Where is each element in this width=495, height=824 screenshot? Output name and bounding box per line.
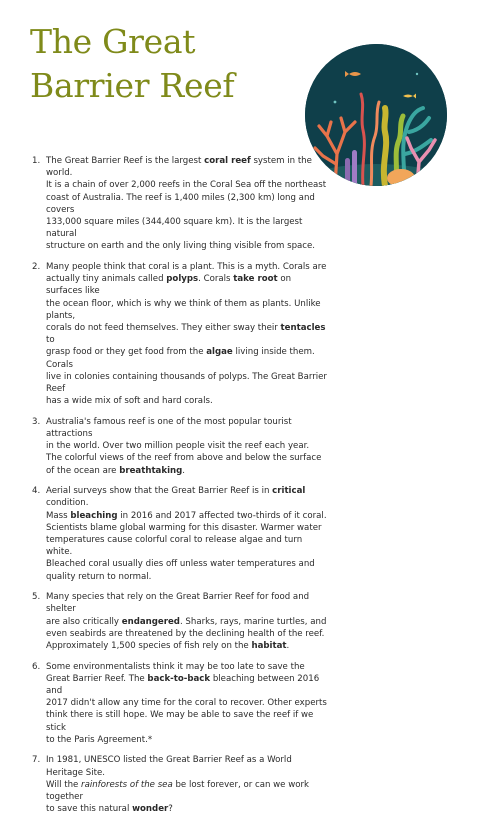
fact-text: structure on earth and the only living thing visible from space. bbox=[46, 241, 316, 252]
key-term: take root bbox=[233, 274, 278, 285]
fact-line bbox=[46, 155, 328, 179]
fact-line bbox=[46, 240, 328, 252]
fact-line bbox=[46, 734, 328, 746]
fact-line bbox=[46, 322, 328, 346]
fact-item bbox=[28, 754, 328, 815]
fact-text: bleaching between 2016 and bbox=[46, 673, 320, 697]
fact-text: of the ocean are bbox=[46, 465, 120, 476]
fact-text: 2017 didn't allow any time for the coral to recover. Other experts bbox=[46, 698, 327, 709]
fact-text: system in the world. bbox=[46, 156, 312, 179]
fact-line bbox=[46, 416, 328, 440]
fact-text: living inside them. Corals bbox=[46, 347, 315, 370]
fact-number: 5. bbox=[32, 592, 41, 603]
fact-number: 4. bbox=[32, 486, 41, 497]
fact-text: Great Barrier Reef. The bbox=[46, 673, 148, 684]
key-term: polyps bbox=[166, 274, 199, 285]
fact-line bbox=[46, 465, 328, 477]
fact-text: live in colonies containing thousands of polyps. The Great Barrier Reef bbox=[46, 371, 327, 395]
fact-text: actually tiny animals called bbox=[46, 274, 167, 285]
fact-text: corals do not feed themselves. They either sway their bbox=[46, 323, 281, 334]
fact-text: 133,000 square miles (344,400 square km). It is the largest natural bbox=[46, 217, 303, 240]
fact-line bbox=[46, 522, 328, 534]
key-term: breathtaking bbox=[119, 465, 183, 476]
fact-text: to save this natural bbox=[46, 804, 133, 815]
fact-text: has a wide mix of soft and hard corals. bbox=[46, 396, 213, 407]
fact-number: 1. bbox=[32, 156, 41, 166]
fact-line bbox=[46, 371, 328, 395]
fact-text: Scientists blame global warming for this disaster. Warmer water bbox=[46, 522, 322, 533]
fact-item bbox=[28, 661, 328, 746]
fact-text: In 1981, UNESCO listed the Great Barrier Reef as a World Heritage Site. bbox=[46, 755, 292, 778]
fact-text: temperatures cause colorful coral to release algae and turn white. bbox=[46, 535, 303, 558]
fact-text: the ocean floor, which is why we think of them as plants. Unlike plants, bbox=[46, 298, 321, 321]
key-term: back-to-back bbox=[147, 673, 211, 684]
fact-line bbox=[46, 673, 328, 697]
fact-line bbox=[46, 628, 328, 640]
fact-text: grasp food or they get food from the bbox=[46, 347, 207, 358]
fact-text: ? bbox=[168, 804, 173, 815]
fact-line bbox=[46, 192, 328, 216]
fact-paragraph bbox=[46, 261, 328, 407]
fact-line bbox=[46, 346, 328, 370]
fact-text: Approximately 1,500 species of fish rely on the bbox=[46, 641, 252, 652]
key-term: endangered bbox=[121, 616, 180, 627]
key-term: tentacles bbox=[280, 323, 326, 334]
fact-number: 7. bbox=[32, 755, 41, 766]
fact-line bbox=[46, 179, 328, 191]
fact-text: Some environmentalists think it may be too late to save the bbox=[46, 661, 305, 672]
fact-text: condition. bbox=[46, 498, 89, 509]
fact-paragraph bbox=[46, 754, 328, 815]
fact-paragraph bbox=[46, 155, 328, 253]
fact-line bbox=[46, 440, 328, 452]
fact-text: even seabirds are threatened by the declining health of the reef. bbox=[46, 628, 325, 639]
fact-item bbox=[28, 416, 328, 477]
fact-paragraph bbox=[46, 591, 328, 652]
fact-line bbox=[46, 485, 328, 509]
fact-line bbox=[46, 709, 328, 733]
page-title: The Great Barrier Reef bbox=[30, 22, 235, 105]
fact-line bbox=[46, 216, 328, 240]
fact-item bbox=[28, 261, 328, 407]
fact-text: quality return to normal. bbox=[46, 571, 152, 582]
key-term: habitat bbox=[251, 641, 287, 652]
fact-line bbox=[46, 558, 328, 570]
key-term: critical bbox=[272, 486, 306, 497]
fact-text: Australia's famous reef is one of the most popular tourist attractions bbox=[46, 416, 292, 440]
fact-text: Will the bbox=[46, 779, 82, 790]
fact-line bbox=[46, 803, 328, 815]
fact-line bbox=[46, 534, 328, 558]
fact-line bbox=[46, 661, 328, 673]
fact-line bbox=[46, 754, 328, 778]
fact-text: think there is still hope. We may be able to save the reef if we stick bbox=[46, 710, 314, 733]
fact-text: It is a chain of over 2,000 reefs in the Coral Sea off the northeast bbox=[46, 180, 327, 191]
key-term: wonder bbox=[132, 804, 169, 815]
fact-number: 6. bbox=[32, 661, 41, 672]
fact-line bbox=[46, 697, 328, 709]
fact-text: in the world. Over two million people visit the reef each year. bbox=[46, 441, 310, 452]
key-term: bleaching bbox=[70, 510, 118, 521]
fact-text: are also critically bbox=[46, 616, 122, 627]
fact-line bbox=[46, 452, 328, 464]
fact-line bbox=[46, 571, 328, 583]
fact-item bbox=[28, 155, 328, 253]
fact-text: . bbox=[286, 641, 290, 652]
fact-line bbox=[46, 779, 328, 803]
emphasized-term: rainforests of the sea bbox=[81, 779, 173, 790]
fact-text: Mass bbox=[46, 510, 71, 521]
fact-text: in 2016 and 2017 affected two-thirds of it coral. bbox=[117, 510, 327, 521]
fact-text: . Sharks, rays, marine turtles, and bbox=[179, 616, 327, 627]
fact-text: coast of Australia. The reef is 1,400 miles (2,300 km) long and covers bbox=[46, 192, 315, 215]
key-term: coral reef bbox=[204, 156, 251, 166]
fact-text: to bbox=[46, 335, 55, 346]
fact-text: Bleached coral usually dies off unless water temperatures and bbox=[46, 559, 315, 570]
fact-text: be lost forever, or can we work together bbox=[46, 779, 309, 803]
fact-text: . Corals bbox=[198, 274, 234, 285]
fact-line bbox=[46, 510, 328, 522]
key-term: algae bbox=[206, 347, 233, 358]
fact-text: to the Paris Agreement.* bbox=[46, 734, 153, 745]
fact-text: The colorful views of the reef from above and below the surface bbox=[46, 453, 322, 464]
fact-text: Many people think that coral is a plant. This is a myth. Corals are bbox=[46, 262, 327, 273]
facts-list bbox=[28, 155, 328, 824]
fact-number: 2. bbox=[32, 262, 41, 273]
fact-line bbox=[46, 616, 328, 628]
fact-paragraph bbox=[46, 661, 328, 746]
fact-line bbox=[46, 273, 328, 297]
fact-text: . bbox=[182, 465, 186, 476]
fact-line bbox=[46, 591, 328, 615]
fact-line bbox=[46, 261, 328, 273]
fact-line bbox=[46, 298, 328, 322]
fact-paragraph bbox=[46, 416, 328, 477]
fact-number: 3. bbox=[32, 416, 41, 427]
fact-paragraph bbox=[46, 485, 328, 583]
fact-text: on surfaces like bbox=[46, 274, 292, 297]
fact-text: Many species that rely on the Great Barrier Reef for food and shelter bbox=[46, 592, 310, 615]
fact-line bbox=[46, 640, 328, 652]
fact-line bbox=[46, 395, 328, 407]
fact-item bbox=[28, 591, 328, 652]
fact-text: Aerial surveys show that the Great Barrier Reef is in bbox=[46, 486, 273, 497]
fact-text: The Great Barrier Reef is the largest bbox=[46, 156, 205, 166]
fact-item bbox=[28, 485, 328, 583]
